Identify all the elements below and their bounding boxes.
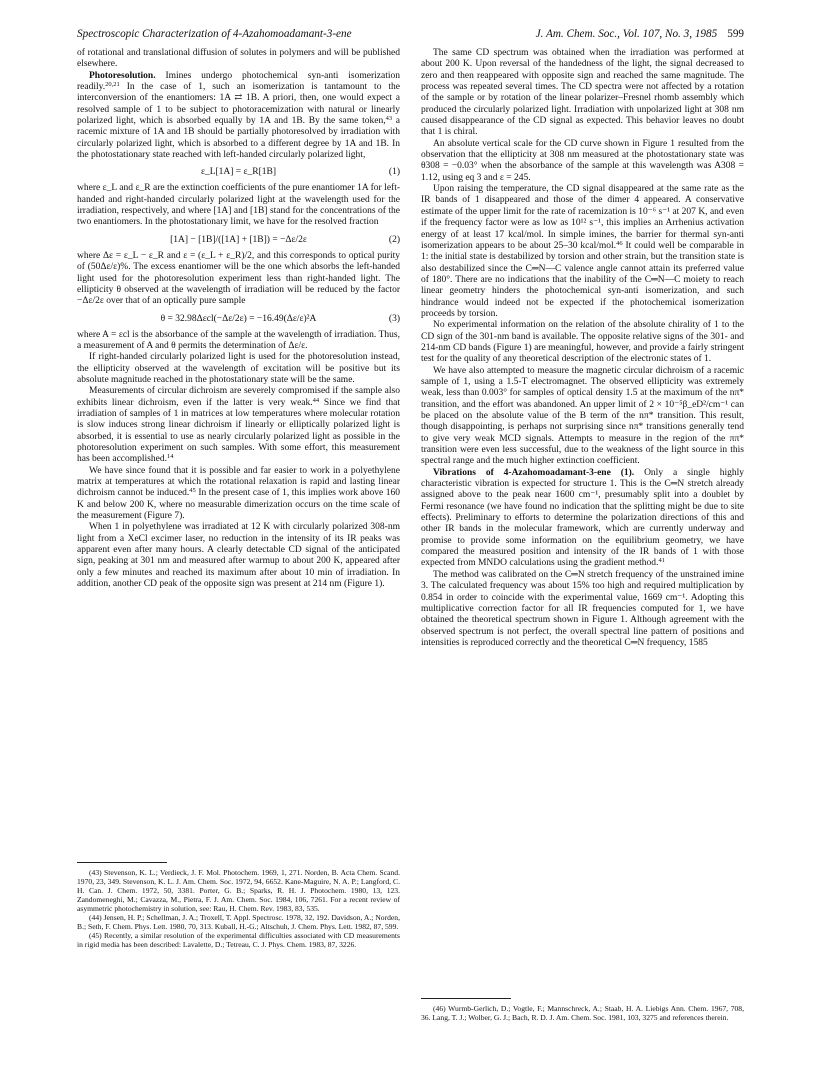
running-title: Spectroscopic Characterization of 4-Azahomoadamant-3-ene [77, 28, 352, 40]
equation-number: (1) [388, 167, 400, 178]
citation: 14 [166, 453, 174, 461]
text: Only a single highly characteristic vibration is expected for structure 1. This is the C═N stretch already assigned above to the peak near 1600 cm⁻¹, presumably split into a doublet by Fermi resonance (we have found no indication that the splitting might be due to site effects). Preliminary to efforts to determine the polarization directions of this and other IR bands in the molecular framework, which are currently underway and promise to provide some information on the equilibrium geometry, we have compared the measured position and intensity of the IR bands of 1 with those expected from MNDO calculations using the gradient method. [421, 467, 744, 569]
text: In the present case of 1, this implies work above 160 K and below 200 K, where no measurable dimerization occurs on the time scale of the measurement (Figure 7). [77, 488, 400, 522]
paragraph: No experimental information on the relation of the absolute chirality of 1 to the CD sign of the 301-nm band is available. The opposite relative signs of the 301- and 214-nm CD bands (Figure 1) are meaningful, however, and provide a fairly stringent test for the quality of any theoretical description of the electronic states of 1. [421, 320, 744, 365]
footnote-rule [77, 862, 167, 863]
text: Since we find that irradiation of samples of 1 in matrices at low temperatures where molecular rotation is slow induces strong linear dichroism if linearly or elliptically polarized light is absorbed, it is essential to use as nearly circularly polarized light as possible in the photoresolution experiment on such samples. With some effort, this measurement has been accomplished. [77, 397, 400, 465]
footnote-45: (45) Recently, a similar resolution of the experimental difficulties associated with CD measurements in rigid media has been described: Lavalette, D.; Tetreau, C. J. Phys. Chem. 1983, 87, 3226. [77, 931, 400, 949]
right-column [421, 48, 744, 649]
paragraph [77, 466, 400, 523]
paragraph: The same CD spectrum was obtained when the irradiation was performed at about 200 K. Upon reversal of the handedness of the light, the signal decreased to zero and then reappeared with opposite sign and reached the same magnitude. The process was repeated several times. The CD spectra were not affected by a rotation of the sample or by rotation of the linear polarizer–Fresnel rhomb assembly which produced the circularly polarized light. Irradiation with unpolarized light at 308 nm caused disappearance of the CD signal as expected. This behavior leaves no doubt that 1 is chiral. [421, 48, 744, 138]
equation-2 [77, 229, 400, 251]
section-heading: Vibrations of 4-Azahomoadamant-3-ene (1). [433, 467, 635, 478]
running-header-right [536, 28, 744, 40]
footnote-43: (43) Stevenson, K. L.; Verdieck, J. F. Mol. Photochem. 1969, 1, 271. Norden, B. Acta Chem. Scand. 1970, 23, 349. Stevenson, K. L. J. Am. Chem. Soc. 1972, 94, 6652. Kane-Maguire, N. A. P.; Langford, C. H. Can. J. Chem. 1972, 50, 3381. Porter, G. B.; Sparks, R. H. J. Photochem. 1980, 13, 123. Zandomeneghi, M.; Cavazza, M., Pietra, F. J. Am. Chem. Soc. 1984, 106, 7261. For a recent review of asymmetric photochemistry in solution, see: Rau, H. Chem. Rev. 1983, 83, 535. [77, 868, 400, 913]
paragraph: When 1 in polyethylene was irradiated at 12 K with circularly polarized 308-nm light from a XeCl excimer laser, no reduction in the intensity of its IR peaks was apparent even after many hours. A clearly detectable CD signal of the anticipated sign, peaking at 301 nm and measured after warmup to about 200 K, appeared after only a few minutes and reached its maximum after about 10 min of irradiation. In addition, another CD peak of the opposite sign was present at 214 nm (Figure 1). [77, 522, 400, 590]
text: In the case of 1, such an isomerization is tantamount to the interconversion of the enantiomers: 1A ⇄ 1B. A priori, then, one would expect a resolved sample of 1 to be subject to photoracemization with natural or linearly polarized light, which is absorbed equally by 1A and 1B. By the same token, [77, 82, 400, 127]
footnotes-left [77, 868, 400, 949]
footnote-46: (46) Wurmb-Gerlich, D.; Vogtle, F.; Mannschreck, A.; Staab, H. A. Liebigs Ann. Chem. 1967, 708, 36. Lang, T. J.; Wolber, G. J.; Bach, R. D. J. Am. Chem. Soc. 1981, 103, 3275 and references therein. [421, 1004, 744, 1022]
citation: 46 [616, 239, 623, 247]
paragraph: of rotational and translational diffusion of solutes in polymers and will be published elsewhere. [77, 48, 400, 70]
text: Measurements of circular dichroism are severely compromised if the sample also exhibits linear dichroism, even if the latter is very weak. [77, 386, 400, 408]
page-number: 599 [727, 28, 744, 40]
paragraph [421, 184, 744, 320]
footnotes-right [421, 1004, 744, 1022]
equation-1 [77, 161, 400, 183]
paragraph [77, 386, 400, 465]
citation: 44 [312, 396, 320, 404]
text: We have since found that it is possible and far easier to work in a polyethylene matrix at temperatures at which the rotational relaxation is rapid and lasting linear dichroism cannot be induced. [77, 465, 400, 499]
equation-number: (2) [388, 234, 400, 245]
text: a racemic mixture of 1A and 1B should be partially photoresolved by irradiation with circularly polarized light, which is absorbed to a different degree by 1A and 1B. In the photostationary state reached with left-handed circularly polarized light, [77, 116, 401, 161]
text: Imines undergo photochemical syn-anti isomerization readily. [77, 70, 400, 93]
journal-citation: J. Am. Chem. Soc., Vol. 107, No. 3, 1985 [535, 28, 718, 40]
text: Upon raising the temperature, the CD signal disappeared at the same rate as the IR bands of 1 disappeared and those of the dimer 4 appeared. A conservative estimate of the upper limit for the rate of racemization is 10⁻⁶ s⁻¹ at 207 K, and even if the frequency factor were as low as 10¹² s⁻¹, this implies an Arrhenius activation energy of at least 17 kcal/mol. In simple imines, the barrier for thermal syn-anti isomerization appears to be about 25–30 kcal/mol. [421, 184, 744, 251]
text: It could well be comparable in 1: the initial state is destabilized by torsion and other strain, but the transition state is also destabilized since the C═N—C valence angle cannot attain its preferred value of 180°. There are no indications that the inability of the C═N—C moiety to reach linear geometry hinders the photochemical syn-anti isomerization, and such hindrance would indeed not be expected if the photochemical isomerization proceeds by torsion. [421, 240, 744, 319]
left-column [77, 48, 400, 590]
equation-text: [1A] − [1B]/([1A] + [1B]) = −Δε/2ε [170, 234, 307, 245]
equation-text: ε_L[1A] = ε_R[1B] [200, 167, 277, 178]
footnote-rule [421, 998, 511, 999]
equation-text: θ = 32.98Δεcl(−Δε/2ε) = −16.49(Δε/ε)²A [160, 313, 317, 324]
paragraph: where Δε = ε_L − ε_R and ε = (ε_L + ε_R)/2, and this corresponds to optical purity of (50Δε/ε)%. The excess enantiomer will be the one which absorbs the left-handed light used for the photoresolution experiment less than right-handed light. The ellipticity θ observed at the wavelength of irradiation will be reduced by the factor −Δε/2ε over that of an optically pure sample [77, 250, 400, 307]
paragraph: where ε_L and ε_R are the extinction coefficients of the pure enantiomer 1A for left-handed and right-handed circularly polarized light at the wavelength used for the irradiation, respectively, and where [1A] and [1B] stand for the concentrations of the two enantiomers. In the photostationary limit, we have for the resolved fraction [77, 183, 400, 228]
citation: 43 [385, 115, 393, 123]
paragraph-vibrations [421, 468, 744, 570]
paragraph-photoresolution [77, 71, 400, 162]
citation: 20,21 [105, 81, 120, 89]
section-heading: Photoresolution. [89, 70, 156, 81]
paragraph: An absolute vertical scale for the CD curve shown in Figure 1 resulted from the observation that the ellipticity at 308 nm measured at the photostationary state was θ308 = −0.03° when the absorbance of the sample at this wavelength was A308 = 1.12, using eq 3 and ε = 245. [421, 138, 744, 183]
citation: 45 [189, 487, 196, 495]
paragraph: If right-handed circularly polarized light is used for the photoresolution instead, the ellipticity observed at the wavelength of excitation will be positive but its absolute magnitude reached in the photostationary state will be the same. [77, 352, 400, 385]
equation-3 [77, 308, 400, 330]
paragraph: The method was calibrated on the C═N stretch frequency of the unstrained imine 3. The calculated frequency was about 15% too high and required multiplication by 0.854 in order to coincide with the experimental value, 1669 cm⁻¹. Adopting this multiplicative correction factor for all IR frequencies computed for 1, we have obtained the theoretical spectrum shown in Figure 1. Although agreement with the observed spectrum is not perfect, the overall spectral line pattern of positions and intensities is reproduced correctly and the theoretical C═N frequency, 1585 [421, 569, 744, 648]
equation-number: (3) [388, 313, 400, 324]
citation: 41 [658, 557, 665, 565]
paragraph: where A = εcl is the absorbance of the sample at the wavelength of irradiation. Thus, a measurement of A and θ permits the determination of Δε/ε. [77, 329, 400, 351]
paragraph: We have also attempted to measure the magnetic circular dichroism of a racemic sample of 1, using a 1.5-T electromagnet. The observed ellipticity was extremely weak, less than 0.003° for samples of optical density 1.5 at the maximum of the nπ* transition, and the effort was abandoned. An upper limit of 2 × 10⁻⁵β_eD²/cm⁻¹ can be placed on the absolute value of the B term of the nπ* transition. This result, though disappointing, is perhaps not surprising since nπ* transitions generally tend to give very weak MCD signals. Attempts to measure in the region of the ππ* transition were even less successful, due to the weakness of the light source in this spectral range and the much higher extinction coefficient. [421, 365, 744, 467]
footnote-44: (44) Jensen, H. P.; Schellman, J. A.; Troxell, T. Appl. Spectrosc. 1978, 32, 192. Davidson, A.; Norden, B.; Seth, F. Chem. Phys. Lett. 1980, 70, 313. Kuball, H.-G.; Altschuh, J. Chem. Phys. Lett. 1982, 87, 599. [77, 913, 400, 931]
